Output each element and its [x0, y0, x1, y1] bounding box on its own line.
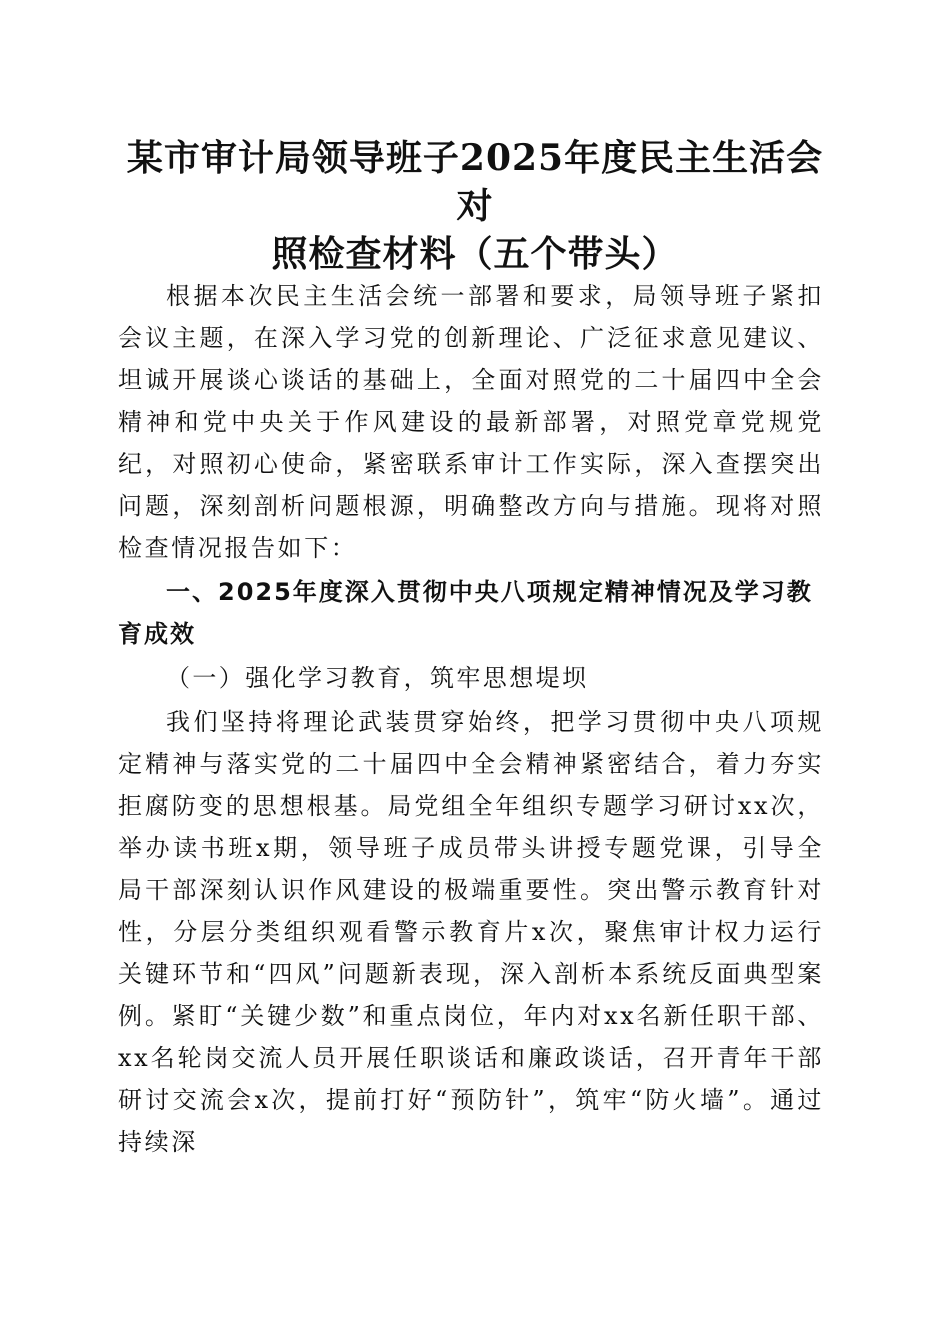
section-heading-1: 一、2025年度深入贯彻中央八项规定精神情况及学习教育成效 — [118, 578, 813, 648]
title-line-1: 某市审计局领导班子2025年度民主生活会对 — [126, 137, 824, 227]
document-body — [118, 275, 824, 1163]
subsection-paragraph-1: 我们坚持将理论武装贯穿始终，把学习贯彻中央八项规定精神与落实党的二十届四中全会精神紧密结合，着力夯实拒腐防变的思想根基。局党组全年组织专题学习研讨xx次，举办读书班x期，领导班子成员带头讲授专题党课，引导全局干部深刻认识作风建设的极端重要性。突出警示教育针对性，分层分类组织观看警示教育片x次，聚焦审计权力运行关键环节和“四风”问题新表现，深入剖析本系统反面典型案例。紧盯“关键少数”和重点岗位，年内对xx名新任职干部、xx名轮岗交流人员开展任职谈话和廉政谈话，召开青年干部研讨交流会x次，提前打好“预防针”，筑牢“防火墙”。通过持续深 — [118, 708, 824, 1156]
subsection-heading-1: （一）强化学习教育，筑牢思想堤坝 — [166, 664, 589, 692]
title-line-2: 照检查材料（五个带头） — [271, 233, 679, 275]
document-title — [110, 134, 840, 278]
intro-paragraph: 根据本次民主生活会统一部署和要求，局领导班子紧扣会议主题，在深入学习党的创新理论、广泛征求意见建议、坦诚开展谈心谈话的基础上，全面对照党的二十届四中全会精神和党中央关于作风建设的最新部署，对照党章党规党纪，对照初心使命，紧密联系审计工作实际，深入查摆突出问题，深刻剖析问题根源，明确整改方向与措施。现将对照检查情况报告如下： — [118, 282, 824, 562]
